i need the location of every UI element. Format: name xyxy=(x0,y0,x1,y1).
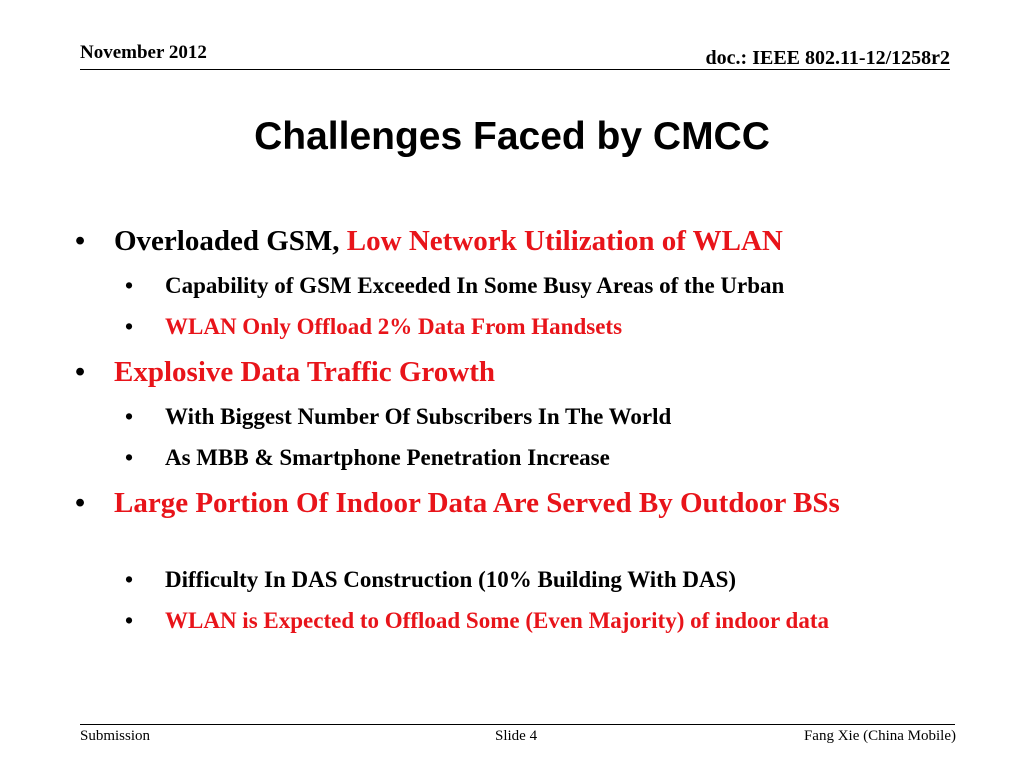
sub-bullet-dot-icon: • xyxy=(125,567,134,592)
sub-bullet-text: WLAN is Expected to Offload Some (Even Majority) of indoor data xyxy=(165,608,829,633)
sub-bullet-dot-icon: • xyxy=(125,608,134,633)
bullet-item xyxy=(75,488,945,519)
bullet-dot-icon: • xyxy=(75,225,86,257)
bullet-item xyxy=(75,226,945,257)
bullet-text xyxy=(114,488,945,519)
sub-bullet-dot-icon: • xyxy=(125,314,134,339)
bullet-text-highlight: Large Portion Of Indoor Data Are Served By Outdoor BSs xyxy=(114,487,840,519)
bullet-dot-icon: • xyxy=(75,487,86,519)
sub-bullet-text: As MBB & Smartphone Penetration Increase xyxy=(165,445,610,470)
sub-bullet-dot-icon: • xyxy=(125,445,134,470)
footer-author: Fang Xie (China Mobile) xyxy=(803,728,956,744)
bullet-text xyxy=(114,357,945,388)
sub-bullet-item xyxy=(125,313,955,341)
sub-bullet-item xyxy=(125,403,955,431)
sub-bullet-dot-icon: • xyxy=(125,404,134,429)
header-date: November 2012 xyxy=(80,42,207,63)
sub-bullet-text: Difficulty In DAS Construction (10% Building With DAS) xyxy=(165,567,737,592)
sub-bullet-item xyxy=(125,566,955,594)
bullet-text xyxy=(114,226,945,257)
bullet-dot-icon: • xyxy=(75,356,86,388)
footer-slide-number: Slide 4 xyxy=(495,728,538,744)
sub-bullet-item xyxy=(125,444,955,472)
sub-bullet-item xyxy=(125,272,955,300)
slide-title: Challenges Faced by CMCC xyxy=(254,115,770,158)
sub-bullet-text: WLAN Only Offload 2% Data From Handsets xyxy=(165,314,623,339)
sub-bullet-text: With Biggest Number Of Subscribers In The World xyxy=(165,404,672,429)
header-doc-id: doc.: IEEE 802.11-12/1258r2 xyxy=(705,47,950,69)
footer-divider xyxy=(80,724,955,725)
bullet-text-highlight: Low Network Utilization of WLAN xyxy=(346,225,783,257)
sub-bullet-dot-icon: • xyxy=(125,273,134,298)
sub-bullet-text: Capability of GSM Exceeded In Some Busy Areas of the Urban xyxy=(165,273,785,298)
bullet-text-highlight: Explosive Data Traffic Growth xyxy=(114,356,496,388)
sub-bullet-item xyxy=(125,607,955,635)
bullet-text-plain: Overloaded GSM, xyxy=(114,225,347,257)
bullet-item xyxy=(75,357,945,388)
footer-submission: Submission xyxy=(80,728,151,744)
